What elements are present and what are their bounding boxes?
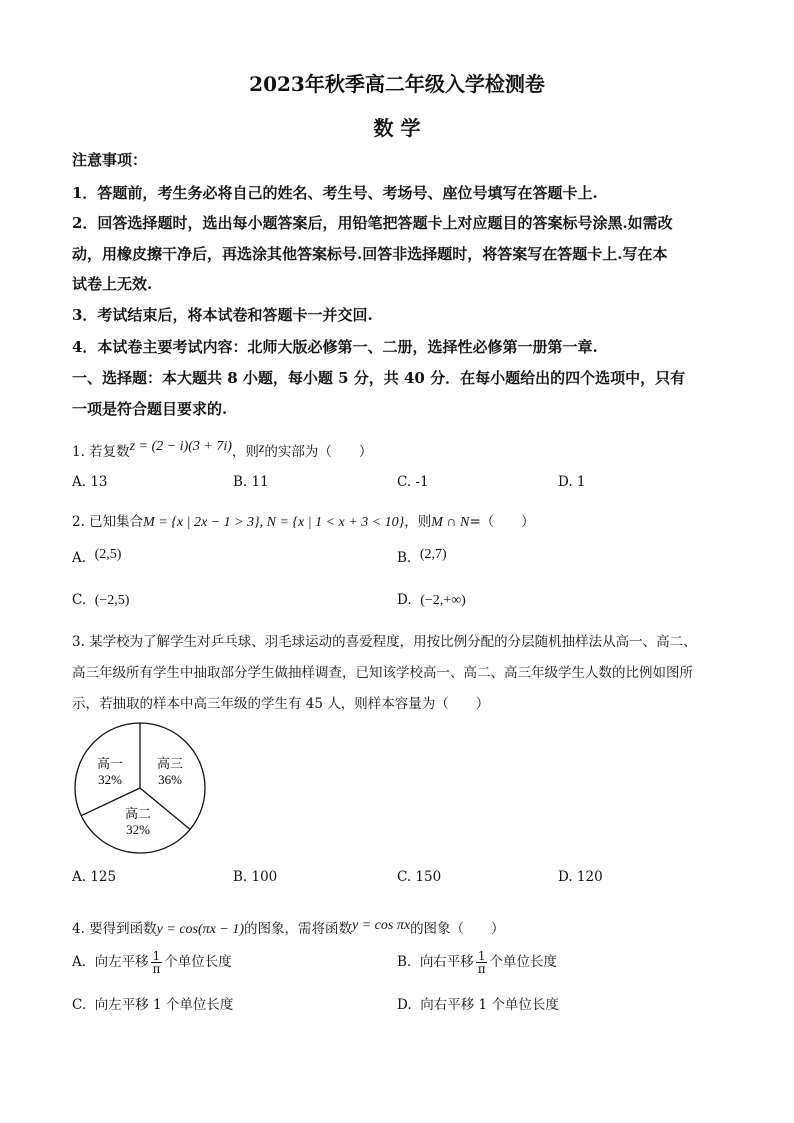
q1-option-b: B. 11: [233, 474, 269, 490]
q4-option-b: B. 向右平移 $\frac{1}{\pi}$ 个单位长度: [397, 949, 557, 976]
notes-heading: 注意事项：: [72, 151, 148, 169]
q2-option-c: C. (−2,5): [72, 592, 130, 608]
pie-percent-grade3: 36%: [158, 772, 182, 787]
question-3-line: 3. 某学校为了解学生对乒乓球、羽毛球运动的喜爱程度，用按比例分配的分层随机抽样法从高一、高二、: [72, 634, 697, 650]
section-heading: 一、选择题：本大题共 8 小题，每小题 5 分，共 40 分．在每小题给出的四个选项中，只有: [72, 369, 686, 387]
q3-option-d: D. 120: [558, 869, 603, 885]
pie-label-grade2: 高二: [124, 806, 152, 821]
q1-option-c: C. -1: [397, 474, 429, 490]
question-4: 4. 要得到函数y = cos(πx − 1)的图象，需将函数y = cos πx的图象（ ）: [72, 918, 505, 937]
q2-option-d: D. (−2,+∞): [397, 592, 466, 608]
q4-formula: y = cos(πx − 1): [156, 922, 244, 937]
q2-option-b: B. (2,7): [397, 547, 447, 566]
note-item: 动，用橡皮擦干净后，再选涂其他答案标号.回答非选择题时，将答案写在答题卡上.写在本: [72, 245, 668, 263]
note-item: 4．本试卷主要考试内容：北师大版必修第一、二册，选择性必修第一册第一章.: [72, 338, 598, 356]
subject-title: 数 学: [373, 116, 421, 140]
note-item: 1．答题前，考生务必将自己的姓名、考生号、考场号、座位号填写在答题卡上.: [72, 184, 598, 202]
pie-label-grade3: 高三: [156, 756, 184, 771]
q4-option-a: A. 向左平移 $\frac{1}{\pi}$ 个单位长度: [72, 949, 232, 976]
fraction-one-over-pi: $\frac{1}{\pi}$: [477, 949, 486, 976]
note-item: 试卷上无效.: [72, 275, 153, 293]
pie-chart: [70, 718, 210, 858]
pie-percent-grade1: 32%: [98, 772, 122, 787]
question-3-line: 高三年级所有学生中抽取部分学生做抽样调查，已知该学校高一、高二、高三年级学生人数的比例如图所: [72, 665, 693, 681]
question-3-line: 示，若抽取的样本中高三年级的学生有 45 人，则样本容量为（ ）: [72, 696, 490, 712]
q4-option-d: D. 向右平移 1 个单位长度: [397, 997, 559, 1013]
q3-option-a: A. 125: [72, 869, 117, 885]
note-item: 2．回答选择题时，选出每小题答案后，用铅笔把答题卡上对应题目的答案标号涂黑.如需改: [72, 214, 673, 232]
note-item: 3．考试结束后，将本试卷和答题卡一并交回.: [72, 306, 373, 324]
q3-option-b: B. 100: [233, 869, 278, 885]
pie-label-grade1: 高一: [96, 756, 124, 771]
q2-formula: M = {x | 2x − 1 > 3}, N = {x | 1 < x + 3 < 10}: [143, 515, 405, 530]
q1-formula: z = (2 − i)(3 + 7i): [129, 439, 232, 454]
q4-option-c: C. 向左平移 1 个单位长度: [72, 997, 234, 1013]
q3-option-c: C. 150: [397, 869, 442, 885]
question-1: 1. 若复数z = (2 − i)(3 + 7i)，则z的实部为（ ）: [72, 439, 373, 460]
fraction-one-over-pi: $\frac{1}{\pi}$: [152, 949, 161, 976]
question-2: 2. 已知集合M = {x | 2x − 1 > 3}, N = {x | 1 < x + 3 < 10}，则M ∩ N=（ ）: [72, 514, 535, 530]
pie-percent-grade2: 32%: [126, 822, 150, 837]
section-heading-cont: 一项是符合题目要求的.: [72, 400, 228, 418]
exam-title: 2023年秋季高二年级入学检测卷: [249, 72, 545, 96]
q1-option-a: A. 13: [72, 474, 108, 490]
q1-option-d: D. 1: [558, 474, 586, 490]
q2-option-a: A. (2,5): [72, 547, 122, 566]
